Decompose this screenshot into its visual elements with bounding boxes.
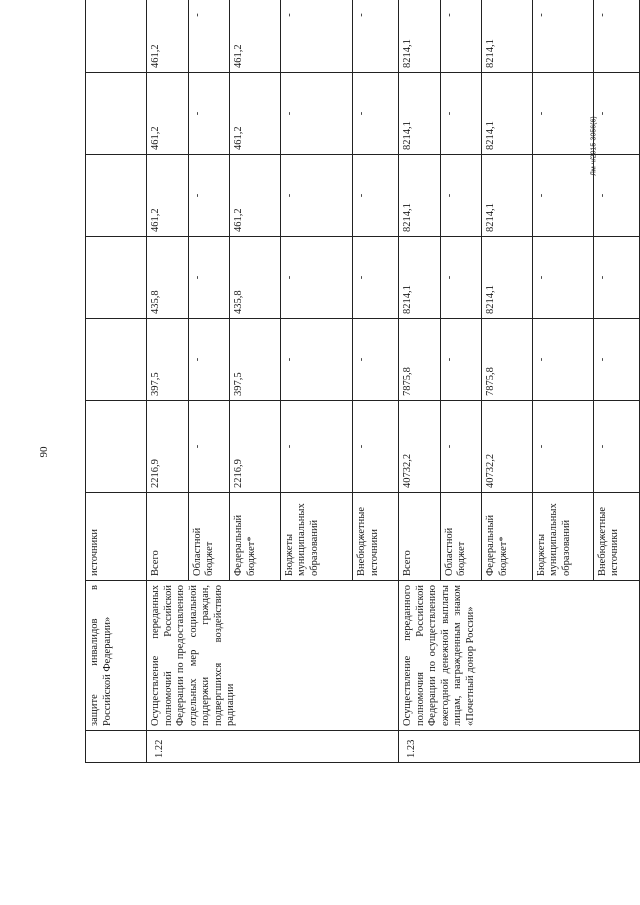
value-cell: 8214,1 (482, 237, 532, 319)
value-cell: 461,2 (147, 155, 189, 237)
value-cell: 435,8 (147, 237, 189, 319)
value-cell: 2216,9 (230, 401, 280, 493)
value-cell: - (593, 237, 639, 319)
row-number: 1.23 (399, 731, 640, 763)
value-cell (86, 401, 147, 493)
value-cell: - (532, 237, 593, 319)
value-cell: 435,8 (230, 237, 280, 319)
value-cell: - (532, 401, 593, 493)
funding-source: Федеральный бюджет* (482, 493, 532, 581)
value-cell: - (188, 319, 230, 401)
value-cell: 461,2 (230, 155, 280, 237)
value-cell: - (440, 155, 482, 237)
value-cell (86, 155, 147, 237)
funding-source: Бюджеты муниципальных образований (532, 493, 593, 581)
rotated-table-container (85, 13, 640, 763)
value-cell: 8214,1 (399, 237, 441, 319)
value-cell: - (353, 237, 399, 319)
value-cell: 2216,9 (147, 401, 189, 493)
value-cell: - (440, 0, 482, 73)
value-cell: - (353, 319, 399, 401)
value-cell (86, 319, 147, 401)
value-cell: 461,2 (230, 0, 280, 73)
funding-source: Областной бюджет (188, 493, 230, 581)
funding-source: Бюджеты муниципальных образований (280, 493, 352, 581)
value-cell: - (188, 401, 230, 493)
table-row (86, 0, 147, 763)
value-cell (86, 237, 147, 319)
value-cell: 461,2 (230, 73, 280, 155)
value-cell: - (440, 73, 482, 155)
value-cell: 8214,1 (482, 155, 532, 237)
funding-source: Всего (399, 493, 441, 581)
value-cell: - (532, 155, 593, 237)
table-row (147, 0, 189, 763)
value-cell: - (353, 401, 399, 493)
value-cell: - (593, 401, 639, 493)
value-cell: - (440, 319, 482, 401)
value-cell: - (440, 401, 482, 493)
value-cell: 40732,2 (482, 401, 532, 493)
value-cell: 8214,1 (482, 0, 532, 73)
value-cell: 8214,1 (482, 73, 532, 155)
value-cell: 40732,2 (399, 401, 441, 493)
value-cell: 8214,1 (399, 73, 441, 155)
value-cell: 397,5 (230, 319, 280, 401)
funding-source: Всего (147, 493, 189, 581)
value-cell: - (280, 73, 352, 155)
funding-source: источники (86, 493, 147, 581)
value-cell: - (593, 155, 639, 237)
value-cell: - (532, 319, 593, 401)
value-cell: - (280, 155, 352, 237)
value-cell: - (353, 155, 399, 237)
value-cell: - (440, 237, 482, 319)
value-cell (86, 73, 147, 155)
value-cell: 397,5 (147, 319, 189, 401)
value-cell: - (593, 0, 639, 73)
value-cell: - (188, 155, 230, 237)
value-cell: - (353, 73, 399, 155)
value-cell: - (532, 0, 593, 73)
value-cell: - (593, 73, 639, 155)
value-cell (86, 0, 147, 73)
funding-source: Внебюджетные источники (353, 493, 399, 581)
value-cell: 8214,1 (399, 0, 441, 73)
measure-name: Осуществление переданных полномочий Российской Федерации по предоставлению отдельных мер социальной поддержки граждан, подвергшихся воздействию радиации (147, 581, 399, 731)
funding-source: Областной бюджет (440, 493, 482, 581)
measure-name: защите инвалидов в Российской Федерации» (86, 581, 147, 731)
value-cell: - (188, 237, 230, 319)
value-cell: - (280, 237, 352, 319)
row-number: 1.22 (147, 731, 399, 763)
value-cell: - (280, 0, 352, 73)
value-cell: 461,2 (147, 73, 189, 155)
value-cell: 7875,8 (482, 319, 532, 401)
funding-source: Федеральный бюджет* (230, 493, 280, 581)
value-cell: - (593, 319, 639, 401)
value-cell: 7875,8 (399, 319, 441, 401)
value-cell: - (280, 401, 352, 493)
value-cell: - (188, 73, 230, 155)
value-cell: - (532, 73, 593, 155)
value-cell: 461,2 (147, 0, 189, 73)
budget-table (85, 0, 640, 763)
table-row (399, 0, 441, 763)
funding-source: Внебюджетные источники (593, 493, 639, 581)
value-cell: - (188, 0, 230, 73)
value-cell: - (280, 319, 352, 401)
value-cell: 8214,1 (399, 155, 441, 237)
value-cell: - (353, 0, 399, 73)
row-number (86, 731, 147, 763)
measure-name: Осуществление переданного полномочия Российской Федерации по осуществлению ежегодной денежной выплаты лицам, награжденным знаком «Почетный донор России» (399, 581, 640, 731)
